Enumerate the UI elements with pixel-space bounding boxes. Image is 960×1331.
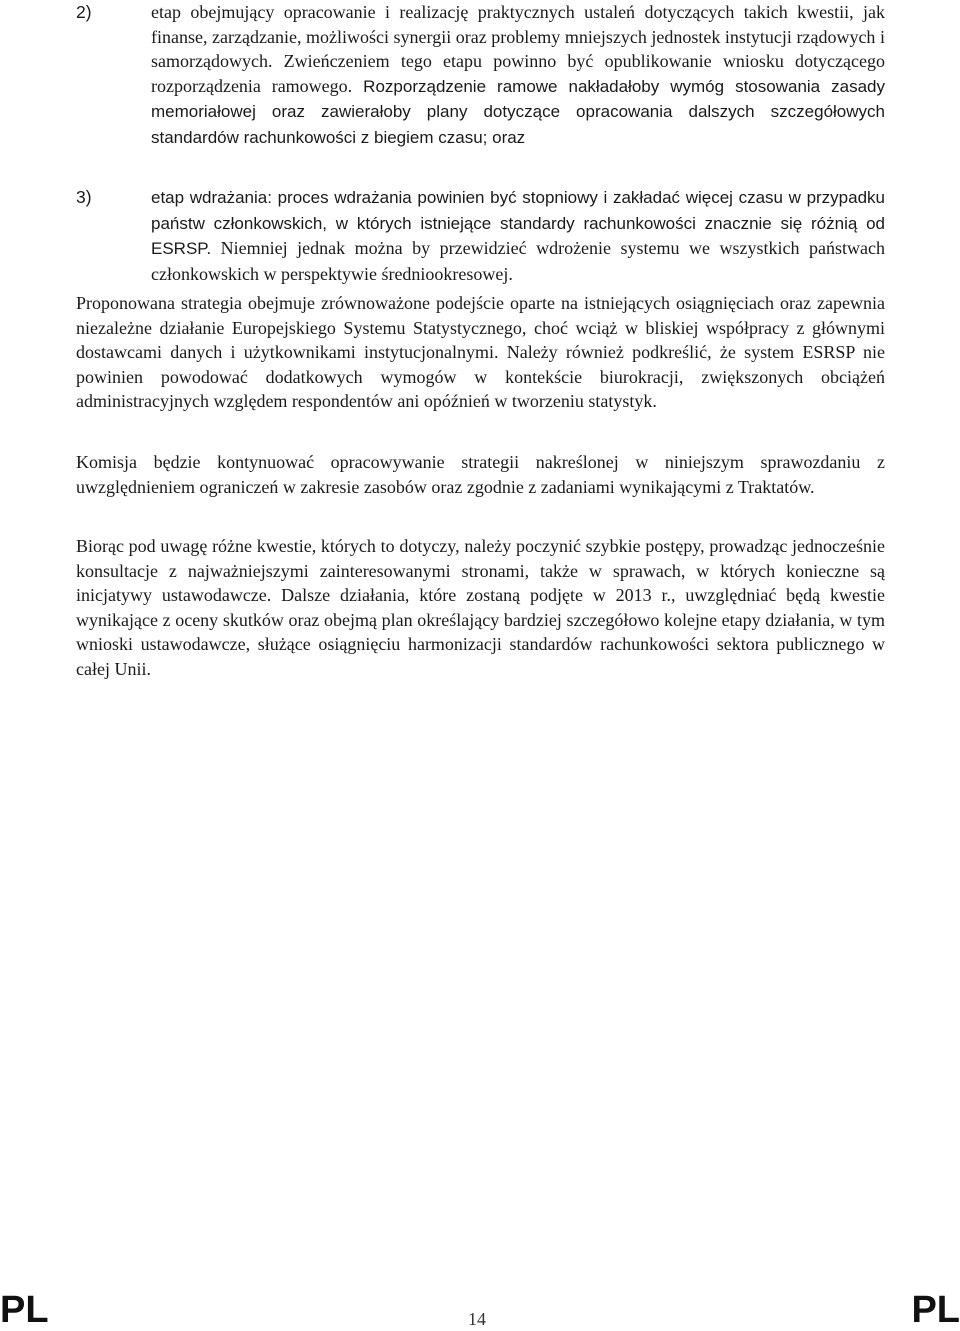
paragraph: Biorąc pod uwagę różne kwestie, których to dotyczy, należy poczynić szybkie postępy, prowadząc jednocześnie konsultacje z najważniejszymi zainteresowanymi stronami, także w sprawach, w których konieczne są inicjatywy ustawodawcze. Dalsze działania, które zostaną podjęte w 2013 r., uwzględniać będą kwestie wynikające z oceny skutków oraz obejmą plan określający bardziej szczegółowo kolejne etapy działania, w tym wnioski ustawodawcze, służące osiągnięciu harmonizacji standardów rachunkowości sektora publicznego w całej Unii.	[76, 536, 885, 679]
list-item-text-part: Zwieńczeniem tego etapu powinno być opublikowanie wniosku dotyczącego rozporządzenia ramowego.	[151, 51, 885, 96]
paragraph: Proponowana strategia obejmuje zrównoważone podejście oparte na istniejących osiągnięciach oraz zapewnia niezależne działanie Europejskiego Systemu Statystycznego, choć wciąż w bliskiej współpracy z głównymi dostawcami danych i użytkownikami instytucjonalnymi. Należy również podkreślić, że system ESRSP nie powinien powodować dodatkowych wymogów w kontekście biurokracji, zwiększonych obciążeń administracyjnych względem respondentów ani opóźnień w tworzeniu statystyk.	[76, 293, 885, 412]
paragraph: Komisja będzie kontynuować opracowywanie strategii nakreślonej w niniejszym sprawozdaniu z uwzględnieniem ograniczeń w zakresie zasobów oraz zgodnie z zadaniami wynikającymi z Traktatów.	[76, 452, 885, 497]
list-item-text-part: etap wdrażania: proces wdrażania powinien być stopniowy i zakładać więcej czasu w przypadku państw członkowskich, w których istniejące standardy rachunkowości znacznie się różnią od ESRSP.	[151, 188, 885, 258]
list-item-number: 2)	[76, 2, 92, 22]
footer-language-code-right: PL	[911, 1289, 960, 1331]
list-item-text	[151, 0, 885, 150]
list-item-number: 3)	[76, 187, 92, 207]
list-item-text-part: Niemniej jednak można by przewidzieć wdrożenie systemu we wszystkich państwach członkowskich w perspektywie średniookresowej.	[151, 238, 885, 284]
list-item-text-part: etap obejmujący opracowanie i realizację praktycznych ustaleń dotyczących takich kwestii, jak finanse, zarządzanie, możliwości synergii oraz problemy mniejszych jednostek instytucji rządowych i samorządowych.	[151, 2, 885, 71]
page-number: 14	[468, 1309, 486, 1329]
footer-language-code-left: PL	[0, 1289, 49, 1331]
list-item-text	[151, 185, 885, 286]
list-item-text-part: Rozporządzenie ramowe nakładałoby wymóg stosowania zasady memoriałowej oraz zawierałoby plany dotyczące opracowania dalszych szczegółowych standardów rachunkowości z biegiem czasu; oraz	[151, 76, 885, 147]
